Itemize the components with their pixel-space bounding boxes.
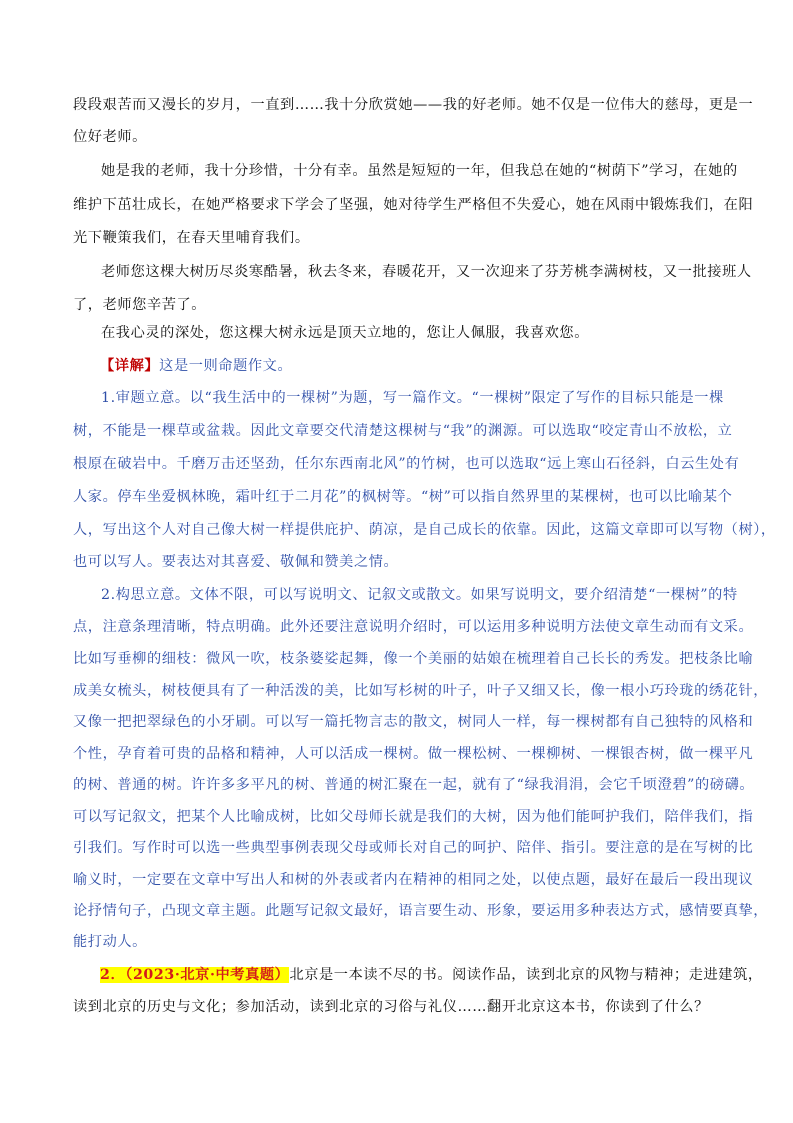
analysis-line: 人，写出这个人对自己像大树一样提供庇护、荫凉，是自己成长的依靠。因此，这篇文章即可以写物（树）， bbox=[73, 522, 776, 538]
analysis-intro: 这是一则命题作文。 bbox=[159, 358, 293, 374]
analysis-line: 1.审题立意。以“我生活中的一棵树”为题，写一篇作文。“一棵树”限定了写作的目标只能是一棵 bbox=[101, 390, 724, 406]
analysis-line: 点，注意条理清晰，特点明确。此外还要注意说明介绍时，可以运用多种说明方法使文章生动而有文采。 bbox=[73, 619, 754, 635]
analysis-line: 的树、普通的树。许许多多平凡的树、普通的树汇聚在一起，就有了“绿我涓涓，会它千顷澄碧”的磅礴。 bbox=[73, 777, 755, 793]
essay-line: 段段艰苦而又漫长的岁月，一直到……我十分欣赏她——我的好老师。她不仅是一位伟大的慈母，更是一 bbox=[73, 97, 754, 113]
essay-line: 光下鞭策我们，在春天里哺育我们。 bbox=[73, 230, 310, 246]
analysis-line: 树，不能是一棵草或盆栽。因此文章要交代清楚这棵树与“我”的渊源。可以选取“咬定青山不放松，立 bbox=[73, 423, 733, 439]
analysis-line: 也可以写人。要表达对其喜爱、敬佩和赞美之情。 bbox=[73, 554, 399, 570]
essay-line: 了，老师您辛苦了。 bbox=[73, 297, 207, 313]
essay-line: 她是我的老师，我十分珍惜，十分有幸。虽然是短短的一年，但我总在她的“树荫下”学习，在她的 bbox=[101, 163, 738, 179]
essay-line: 位好老师。 bbox=[73, 129, 147, 145]
analysis-line: 引我们。写作时可以选一些典型事例表现父母或师长对自己的呵护、陪伴、指引。要注意的是在写树的比 bbox=[73, 840, 754, 856]
analysis-line: 可以写记叙文，把某个人比喻成树，比如父母师长就是我们的大树，因为他们能呵护我们，陪伴我们，指 bbox=[73, 809, 754, 825]
analysis-line: 根原在破岩中。千磨万击还坚劲，任尔东西南北风”的竹树，也可以选取“远上寒山石径斜，白云生处有 bbox=[73, 456, 740, 472]
analysis-line: 人家。停车坐爱枫林晚，霜叶红于二月花”的枫树等。“树”可以指自然界里的某棵树，也可以比喻某个 bbox=[73, 489, 733, 505]
analysis-heading bbox=[100, 357, 292, 375]
question-2 bbox=[100, 966, 763, 984]
analysis-line: 成美女梳头，树枝便具有了一种活泼的美，比如写杉树的叶子，叶子又细又长，像一根小巧玲珑的绣花针， bbox=[73, 683, 769, 699]
analysis-line: 又像一把把翠绿色的小牙刷。可以写一篇托物言志的散文，树同人一样，每一棵树都有自己独特的风格和 bbox=[73, 714, 754, 730]
analysis-line: 论抒情句子，凸现文章主题。此题写记叙文最好，语言要生动、形象，要运用多种表达方式，感情要真挚， bbox=[73, 903, 769, 919]
analysis-line: 喻义时，一定要在文章中写出人和树的外表或者内在精神的相同之处，以使点题，最好在最后一段出现议 bbox=[73, 872, 754, 888]
question-source: （2023·北京·中考真题） bbox=[125, 967, 290, 983]
essay-line: 老师您这棵大树历尽炎寒酷暑，秋去冬来，春暖花开，又一次迎来了芬芳桃李满树枝，又一批接班人 bbox=[101, 264, 752, 280]
essay-line: 维护下茁壮成长，在她严格要求下学会了坚强，她对待学生严格但不失爱心，她在风雨中锻炼我们，在阳 bbox=[73, 197, 754, 213]
question-text-line: 北京是一本读不尽的书。阅读作品，读到北京的风物与精神；走进建筑， bbox=[289, 967, 763, 983]
question-source-highlight bbox=[100, 967, 289, 983]
essay-line: 在我心灵的深处，您这棵大树永远是顶天立地的，您让人佩服，我喜欢您。 bbox=[101, 325, 589, 341]
analysis-tag: 【详解】 bbox=[100, 358, 160, 374]
analysis-line: 比如写垂柳的细枝：微风一吹，枝条婆娑起舞，像一个美丽的姑娘在梳理着自己长长的秀发。把枝条比喻 bbox=[73, 651, 754, 667]
analysis-line: 个性，孕育着可贵的品格和精神，人可以活成一棵树。做一棵松树、一棵柳树、一棵银杏树，做一棵平凡 bbox=[73, 746, 754, 762]
analysis-line: 2.构思立意。文体不限，可以写说明文、记叙文或散文。如果写说明文，要介绍清楚“一棵树”的特 bbox=[101, 587, 738, 603]
question-text-line: 读到北京的历史与文化；参加活动，读到北京的习俗与礼仪……翻开北京这本书，你读到了什么？ bbox=[73, 999, 709, 1015]
question-number: 2． bbox=[100, 967, 126, 983]
analysis-line: 能打动人。 bbox=[73, 934, 147, 950]
